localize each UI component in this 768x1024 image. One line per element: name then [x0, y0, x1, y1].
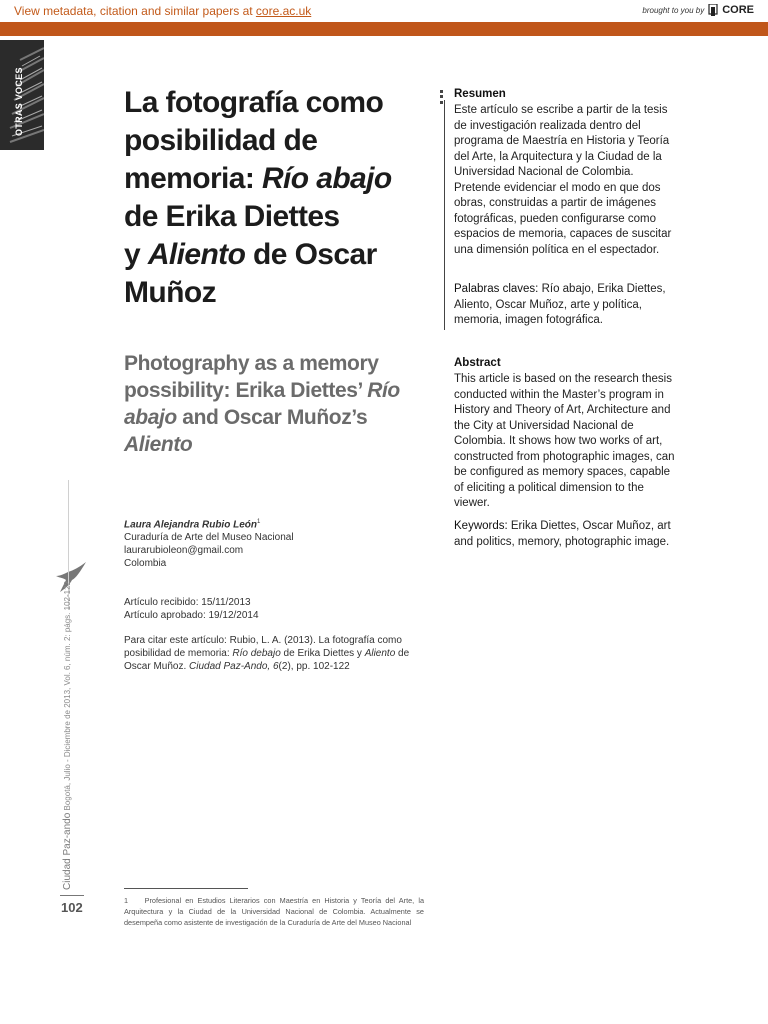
resumen-keywords-label: Palabras claves:	[454, 283, 539, 295]
core-link-domain[interactable]: core.ac.uk	[255, 4, 312, 18]
title-es-line3: memoria:	[124, 162, 262, 195]
date-received: Artículo recibido: 15/11/2013	[124, 597, 251, 608]
author-country: Colombia	[124, 558, 167, 570]
core-logo-icon	[708, 4, 718, 16]
title-es-line5b: de Oscar	[245, 238, 377, 271]
title-en-line1: Photography as a memory	[124, 352, 379, 375]
author-name: Laura Alejandra Rubio León	[124, 519, 257, 531]
column-dotted-rule	[440, 90, 443, 104]
section-tab	[0, 40, 44, 150]
citation-suffix: (2), pp. 102-122	[278, 661, 350, 672]
citation-mid: de Erika Diettes y	[280, 648, 365, 659]
footnote-number: 1	[124, 896, 129, 905]
date-approved: Artículo aprobado: 19/12/2014	[124, 610, 259, 621]
core-provider-stripe	[0, 22, 768, 55]
citation-italic-3: Ciudad Paz-Ando, 6	[189, 661, 279, 672]
core-brand[interactable]	[642, 4, 754, 16]
abstract-body: This article is based on the research thesis conducted within the Master’s program in History and Theory of Art, Architecture and the City at Universidad Nacional de Colombia. It shows how two works of art, constructed from photographic images, can be configured as memory spaces, capable of eliciting a political dimension to the viewer.	[454, 373, 675, 509]
title-es-line2: posibilidad de	[124, 124, 318, 157]
article-dates	[124, 596, 259, 622]
title-es-line4: de Erika Diettes	[124, 200, 340, 233]
abstract-keywords-list: Erika Diettes, Oscar Muñoz, art and politics, memory, photographic image.	[454, 520, 671, 548]
author-email[interactable]: laurarubioleon@gmail.com	[124, 545, 244, 557]
title-es-line6: Muñoz	[124, 276, 216, 309]
citation-italic-2: Aliento	[364, 648, 396, 659]
title-es-line5-italic: Aliento	[147, 238, 246, 271]
citation-block	[124, 634, 424, 673]
footnote	[124, 895, 424, 928]
author-affiliation: Curaduría de Arte del Museo Nacional	[124, 532, 294, 544]
footnote-rule	[124, 888, 248, 889]
title-en-line2: possibility: Erika Diettes’	[124, 379, 368, 402]
core-provided-by[interactable]	[470, 46, 754, 55]
title-es-line1: La fotografía como	[124, 86, 384, 119]
abstract-keywords	[454, 519, 678, 550]
core-metadata-link[interactable]	[14, 4, 311, 18]
resumen-body: Este artículo se escribe a partir de la tesis de investigación realizada dentro del programa de Maestría en Historia y Teoría del Arte, la Arquitectura y la Ciudad de la Universidad Nacional de Colombia. Pretende evidenciar el modo en que dos obras, construidas a partir de imágenes fotográficas, pueden configurarse como espacios de memoria, capaces de suscitar una dimensión política en el espectador.	[454, 104, 672, 256]
title-en-line3: and Oscar Muñoz’s	[176, 406, 368, 429]
provided-by-source: Universidad Distrital de la ciudad de Bogotá: Open Journal Systems	[513, 46, 754, 55]
article-title-en	[124, 350, 424, 458]
core-link-prefix[interactable]: View metadata, citation and similar papers at	[14, 4, 256, 18]
title-es-line3-italic: Río abajo	[261, 162, 392, 195]
author-footnote-mark: 1	[256, 519, 261, 525]
provided-by-prefix: provided by	[469, 46, 512, 55]
footnote-text: Profesional en Estudios Literarios con Maestría en Historia y Teoría del Arte, la Arquitectura y la Ciudad de la Universidad Nacional de Colombia. Actualmente se desempeña como asistente de investigación de la Curaduría de Arte del Museo Nacional	[124, 896, 425, 927]
core-banner	[0, 0, 768, 22]
section-label: OTRAS VOCES	[14, 67, 24, 136]
resumen-heading: Resumen	[454, 88, 506, 100]
title-es-line5a: y	[124, 238, 148, 271]
page-number-rule	[60, 895, 84, 896]
journal-details: Bogotá, Julio - Diciembre de 2013, Vol. 6, núm. 2: págs. 102-122	[63, 581, 72, 811]
journal-running-head	[62, 581, 73, 890]
resumen-keywords-list: Río abajo, Erika Diettes, Aliento, Oscar Muñoz, arte y política, memoria, imagen fotográfica.	[454, 283, 666, 326]
resumen-keywords	[454, 282, 678, 329]
author-block	[124, 516, 294, 570]
column-rule	[444, 100, 445, 330]
article-title-es	[124, 84, 424, 312]
citation-mid2: de Oscar Muñoz.	[124, 648, 410, 672]
journal-name: Ciudad Paz-ando	[62, 812, 73, 890]
brought-to-you-text: brought to you by	[642, 5, 705, 15]
abstract-keywords-label: Keywords:	[454, 520, 508, 532]
citation-italic-1: Río debajo	[232, 648, 281, 659]
citation-prefix: Para citar este artículo: Rubio, L. A. (2013). La fotografía como posibilidad de memoria:	[124, 635, 402, 659]
title-en-line3-italic: abajo	[124, 406, 177, 429]
abstract-heading: Abstract	[454, 357, 501, 369]
title-en-line2-italic: Río	[367, 379, 400, 402]
title-en-line4-italic: Aliento	[124, 433, 193, 456]
core-brand-name: CORE	[722, 4, 754, 16]
page-number: 102	[61, 900, 83, 915]
